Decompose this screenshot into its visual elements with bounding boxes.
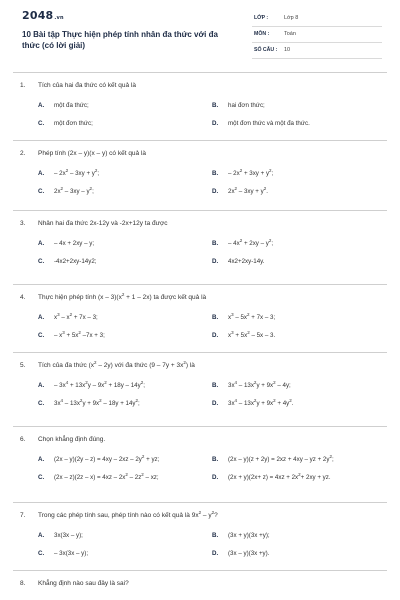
meta-subject-label: MÔN : <box>254 31 270 37</box>
meta-subject <box>252 28 382 43</box>
meta-grade <box>252 12 382 27</box>
meta-grade-label: LỚP : <box>254 15 269 21</box>
question-divider <box>13 426 387 427</box>
option-text: $x^3 - x^2 + 7x - 3$; <box>54 311 98 321</box>
answer-option-d[interactable] <box>212 550 269 557</box>
meta-subject-value: Toán <box>284 31 296 37</box>
question-number: 6. <box>20 436 26 443</box>
option-text: – $x^3 + 5x^2$ –7x + 3; <box>54 329 105 339</box>
answer-option-a[interactable] <box>38 167 100 177</box>
question-number: 3. <box>20 220 26 227</box>
option-letter: C. <box>38 332 45 339</box>
answer-option-a[interactable] <box>38 311 98 321</box>
question-number: 1. <box>20 82 26 89</box>
question-divider <box>13 210 387 211</box>
question-text: Chọn khẳng định đúng. <box>38 436 106 443</box>
question-number: 4. <box>20 294 26 301</box>
option-letter: D. <box>212 188 219 195</box>
option-letter: A. <box>38 456 45 463</box>
option-text: $3x^4 - 13x^2y + 9x^2 + 4y^2$. <box>228 397 294 407</box>
question-text: Tích của đa thức $(x^2 - 2y)$ với đa thức $(9 - 7y + 3x^2)$ là <box>38 359 195 369</box>
answer-option-d[interactable] <box>212 397 294 407</box>
option-letter: A. <box>38 102 45 109</box>
question-divider <box>13 140 387 141</box>
answer-option-b[interactable] <box>212 379 291 389</box>
option-letter: C. <box>38 400 45 407</box>
answer-option-b[interactable] <box>212 453 334 463</box>
answer-option-b[interactable] <box>212 167 274 177</box>
option-letter: D. <box>212 120 219 127</box>
answer-option-d[interactable] <box>212 329 276 339</box>
question-divider <box>13 352 387 353</box>
answer-option-c[interactable] <box>38 185 94 195</box>
question-divider <box>13 72 387 73</box>
option-letter: A. <box>38 314 45 321</box>
question-number: 8. <box>20 580 26 587</box>
option-letter: B. <box>212 456 219 463</box>
answer-option-b[interactable] <box>212 237 274 247</box>
question-text: Trong các phép tính sau, phép tính nào có kết quả là $9x^2 - y^2$? <box>38 509 218 519</box>
option-text: $(2x - y)(2y - z) = 4xy - 2xz - 2y^2$ + yz; <box>54 453 160 463</box>
meta-count-label: SỐ CÂU : <box>254 47 278 53</box>
question-divider <box>13 284 387 285</box>
option-letter: A. <box>38 240 45 247</box>
option-text: -4x2+2xy-14y2; <box>54 258 97 265</box>
option-text: – $3x^4 + 13x^2y - 9x^2 + 18y - 14y^2$; <box>54 379 145 389</box>
question-number: 5. <box>20 362 26 369</box>
answer-option-c[interactable] <box>38 120 93 127</box>
option-letter: D. <box>212 332 219 339</box>
option-text: (3x – y)(3x +y). <box>228 550 270 557</box>
option-text: $2x^2 - 3xy - y^2$; <box>54 185 94 195</box>
answer-option-d[interactable] <box>212 471 331 481</box>
option-text: (3x + y)(3x +y); <box>228 532 270 539</box>
option-text: $x^3 - 5x^2 + 7x - 3$; <box>228 311 276 321</box>
answer-option-c[interactable] <box>38 550 88 557</box>
option-letter: C. <box>38 474 45 481</box>
option-text: $x^3 + 5x^2 - 5x - 3$. <box>228 329 276 339</box>
question-text: Nhân hai đa thức 2x-12y và -2x+12y ta được <box>38 220 168 227</box>
option-letter: D. <box>212 400 219 407</box>
answer-option-b[interactable] <box>212 102 265 109</box>
option-letter: C. <box>38 550 45 557</box>
option-letter: A. <box>38 170 45 177</box>
option-text: – 4x + 2xy – y; <box>54 240 95 247</box>
option-text: một đa thức; <box>54 102 89 109</box>
answer-option-d[interactable] <box>212 258 265 265</box>
option-text: – 3x(3x – y); <box>54 550 89 557</box>
option-text: $(2x - z)(2z - x) = 4xz - 2x^2 - 2z^2$ – xz; <box>54 471 159 481</box>
option-letter: C. <box>38 188 45 195</box>
option-letter: A. <box>38 532 45 539</box>
question-text: Khẳng định nào sau đây là sai? <box>38 580 129 587</box>
option-letter: C. <box>38 258 45 265</box>
option-text: 4x2+2xy-14y. <box>228 258 265 265</box>
option-letter: D. <box>212 474 219 481</box>
option-text: – $2x^2 + 3xy + y^2$; <box>228 167 274 177</box>
question-text: Thực hiện phép tính $(x - 3)(x^2 + 1 - 2x)$ ta được kết quả là <box>38 291 207 301</box>
meta-count <box>252 44 382 59</box>
document-title: 10 Bài tập Thực hiện phép tính nhân đa thức với đa thức (có lời giải) <box>22 30 218 50</box>
option-letter: B. <box>212 314 219 321</box>
question-number: 2. <box>20 150 26 157</box>
option-text: $2x^2 - 3xy + y^2$. <box>228 185 268 195</box>
question-number: 7. <box>20 512 26 519</box>
answer-option-c[interactable] <box>38 258 96 265</box>
option-text: – $4x^2 + 2xy - y^2$; <box>228 237 274 247</box>
question-text: Phép tính (2x – y)(x – y) có kết quả là <box>38 150 147 157</box>
page-header <box>0 0 400 72</box>
option-text: – $2x^2 - 3xy + y^2$; <box>54 167 100 177</box>
question-divider <box>13 502 387 503</box>
answer-option-c[interactable] <box>38 329 105 339</box>
answer-option-d[interactable] <box>212 120 310 127</box>
option-text: 3x(3x – y); <box>54 532 83 539</box>
option-letter: B. <box>212 102 219 109</box>
option-text: một đơn thức; <box>54 120 93 127</box>
option-letter: B. <box>212 532 219 539</box>
option-letter: B. <box>212 382 219 389</box>
answer-option-c[interactable] <box>38 397 140 407</box>
answer-option-a[interactable] <box>38 102 89 109</box>
answer-option-a[interactable] <box>38 379 145 389</box>
option-letter: D. <box>212 258 219 265</box>
answer-option-a[interactable] <box>38 240 94 247</box>
option-text: hai đơn thức; <box>228 102 265 109</box>
option-letter: B. <box>212 240 219 247</box>
question-divider <box>13 570 387 571</box>
option-text: một đơn thức và một đa thức. <box>228 120 310 127</box>
question-text: Tích của hai đa thức có kết quả là <box>38 82 136 89</box>
option-letter: A. <box>38 382 45 389</box>
option-text: $3x^4 - 13x^2y + 9x^2 - 18y + 14y^2$; <box>54 397 140 407</box>
option-text: (2x – y)(z + 2y) = 2xz + 4xy – yz + $2y^2$; <box>228 453 334 463</box>
option-letter: D. <box>212 550 219 557</box>
answer-option-d[interactable] <box>212 185 268 195</box>
meta-grade-value: Lớp 8 <box>284 15 299 21</box>
answer-option-a[interactable] <box>38 453 160 463</box>
meta-count-value: 10 <box>284 47 291 53</box>
option-letter: C. <box>38 120 45 127</box>
answer-option-b[interactable] <box>212 532 270 539</box>
site-logo[interactable]: 2048.vn <box>22 9 64 22</box>
answer-option-b[interactable] <box>212 311 276 321</box>
option-letter: B. <box>212 170 219 177</box>
answer-option-a[interactable] <box>38 532 83 539</box>
option-text: $(2x + y)(2x+ z) = 4xz + 2x^2+ 2xy$ + yz. <box>228 471 331 481</box>
answer-option-c[interactable] <box>38 471 159 481</box>
option-text: $3x^4 - 13x^2y + 9x^2 - 4y$; <box>228 379 291 389</box>
